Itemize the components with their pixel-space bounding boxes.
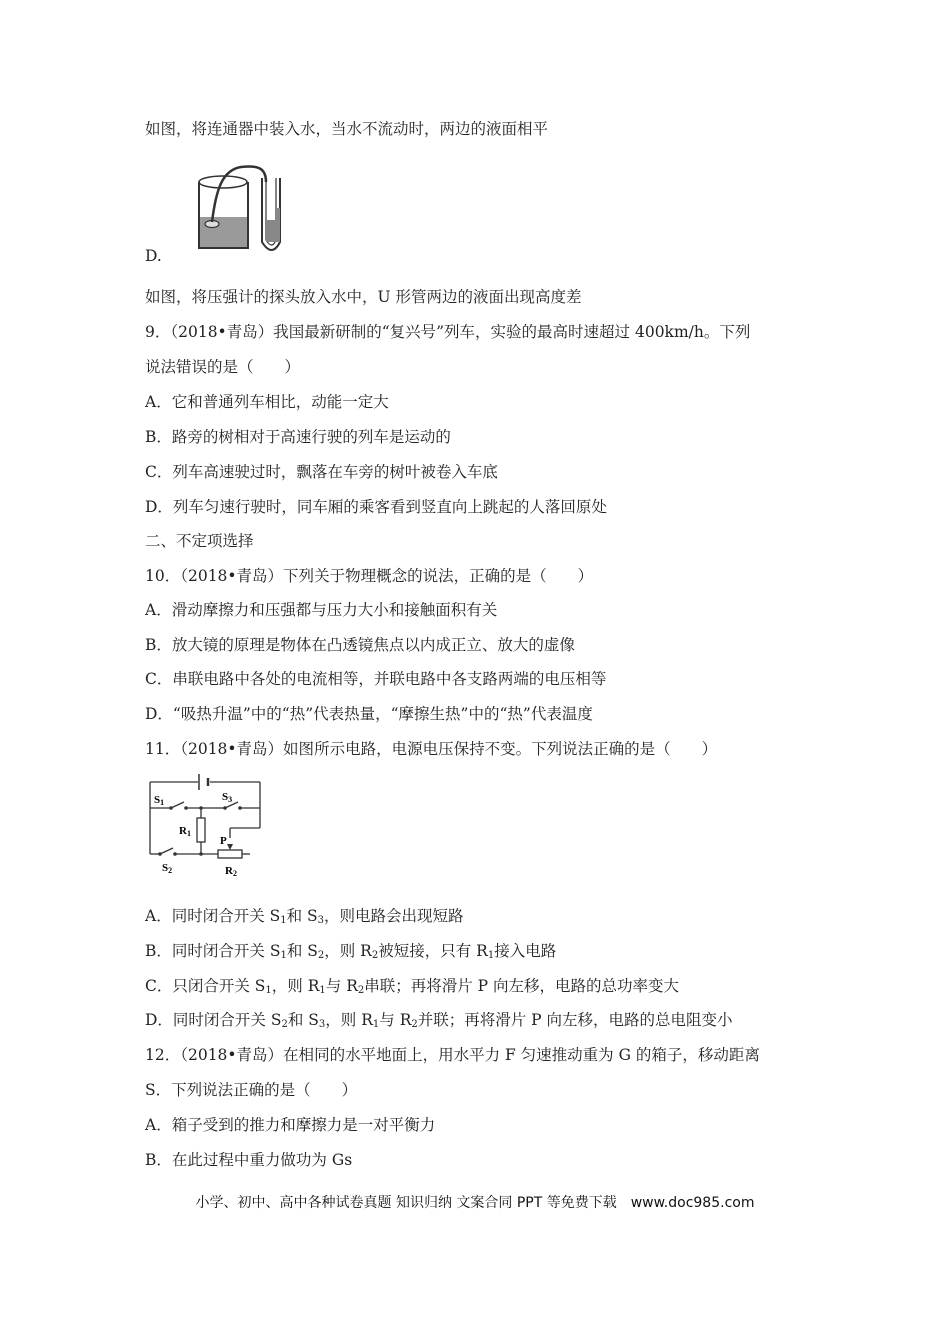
q10-stem: 10．（2018•青岛）下列关于物理概念的说法，正确的是（ ）: [145, 567, 594, 585]
circuit-label-s1-sub: 1: [160, 798, 165, 807]
q8-option-d-text: 如图，将压强计的探头放入水中，U 形管两边的液面出现高度差: [145, 288, 582, 306]
svg-text:S3: [222, 791, 232, 804]
q9-option-a: A．它和普通列车相比，动能一定大: [145, 393, 389, 411]
q10-option-d: D．“吸热升温”中的“热”代表热量，“摩擦生热”中的“热”代表温度: [145, 705, 593, 723]
page-footer: 小学、初中、高中各种试卷真题 知识归纳 文案合同 PPT 等免费下载 www.doc985.com: [195, 1195, 755, 1211]
q9-option-d: D．列车匀速行驶时，同车厢的乘客看到竖直向上跳起的人落回原处: [145, 498, 607, 516]
q12-option-b: B．在此过程中重力做功为 Gs: [145, 1151, 353, 1169]
circuit-label-s3: S: [222, 791, 229, 803]
q11-option-b: B．同时闭合开关 $S_1$和 $S_2$，则 $R_2$被短接，只有 $R_1$接入电路: [145, 942, 557, 961]
circuit-label-r1-sub: 1: [186, 829, 191, 838]
q9-option-b: B．路旁的树相对于高速行驶的列车是运动的: [145, 428, 451, 446]
q11-stem: 11．（2018•青岛）如图所示电路，电源电压保持不变。下列说法正确的是（ ）: [145, 740, 718, 758]
q10-option-b: B．放大镜的原理是物体在凸透镜焦点以内成正立、放大的虚像: [145, 636, 575, 654]
circuit-label-p: P: [220, 835, 227, 847]
circuit-label-s1: S: [154, 794, 161, 806]
circuit-label-r1: R: [179, 825, 187, 837]
svg-text:R1: [179, 825, 191, 838]
circuit-label-s2-sub: 2: [168, 866, 173, 875]
circuit-label-s3-sub: 3: [228, 795, 233, 804]
q10-option-a: A．滑动摩擦力和压强都与压力大小和接触面积有关: [145, 601, 498, 619]
svg-text:S2: [162, 862, 172, 875]
q12-option-a: A．箱子受到的推力和摩擦力是一对平衡力: [145, 1116, 436, 1134]
pressure-gauge-figure: [196, 160, 286, 256]
section-heading: 二、不定项选择: [145, 532, 254, 550]
q9-stem-line1: 9．（2018•青岛）我国最新研制的“复兴号”列车，实验的最高时速超过 400km/h。下列: [145, 323, 751, 341]
circuit-label-r2-sub: 2: [232, 869, 237, 878]
q12-stem-line2: S．下列说法正确的是（ ）: [145, 1081, 358, 1099]
circuit-diagram: [146, 770, 266, 880]
svg-text:S1: [154, 794, 164, 807]
q8-option-d-label: D.: [145, 247, 162, 265]
circuit-label-r2: R: [225, 865, 233, 877]
q10-option-c: C．串联电路中各处的电流相等，并联电路中各支路两端的电压相等: [145, 670, 607, 688]
q12-stem-line1: 12．（2018•青岛）在相同的水平地面上，用水平力 F 匀速推动重为 G 的箱子，移动距离: [145, 1046, 760, 1064]
q9-stem-line2: 说法错误的是（ ）: [145, 358, 301, 376]
q9-option-c: C．列车高速驶过时，飘落在车旁的树叶被卷入车底: [145, 463, 498, 481]
q8-option-c-text: 如图，将连通器中装入水，当水不流动时，两边的液面相平: [145, 120, 549, 138]
q11-option-a: A．同时闭合开关 $S_1$和 $S_3$，则电路会出现短路: [145, 907, 464, 926]
q11-option-c: C．只闭合开关 $S_1$，则 $R_1$与 $R_2$串联；再将滑片 P 向左移，电路的总功率变大: [145, 977, 680, 996]
circuit-label-s2: S: [162, 862, 169, 874]
q11-option-d: D．同时闭合开关 $S_2$和 $S_3$，则 $R_1$与 $R_2$并联；再将滑片 P 向左移，电路的总电阻变小: [145, 1011, 733, 1030]
svg-text:R2: [225, 865, 237, 878]
